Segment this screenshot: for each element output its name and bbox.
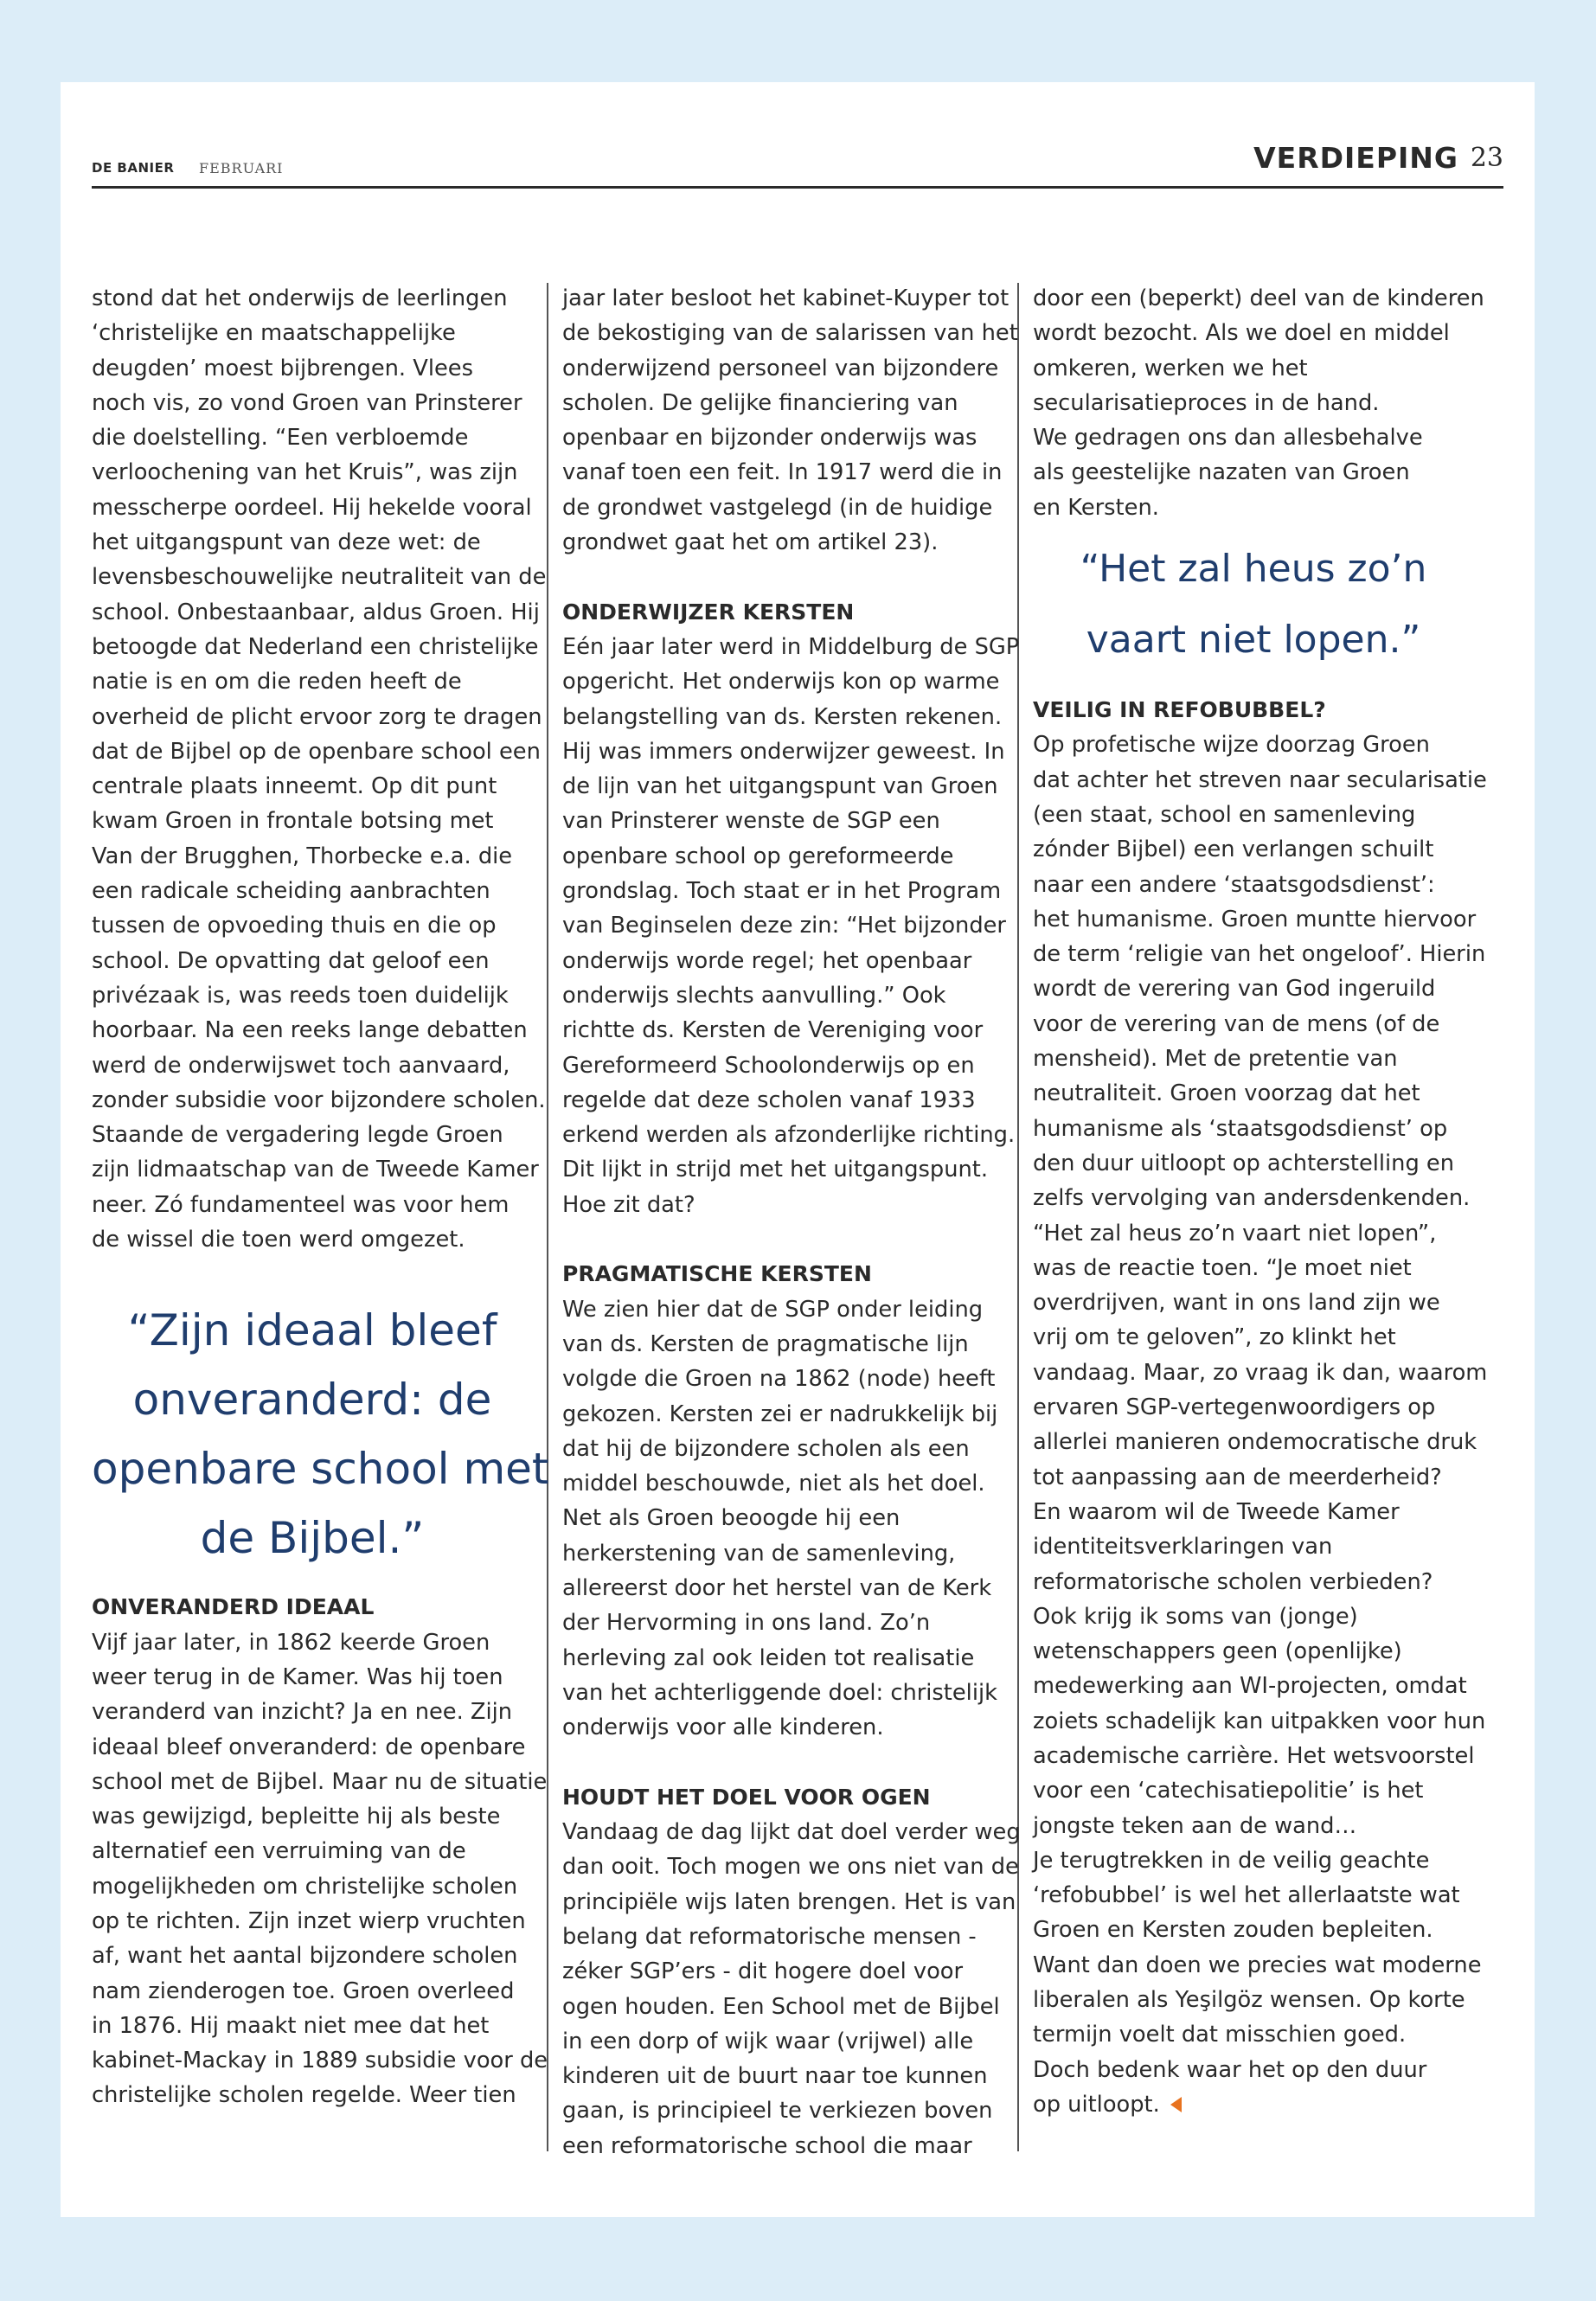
text-line: centrale plaats inneemt. Op dit punt	[92, 773, 497, 800]
text-line: voor een ‘catechisatiepolitie’ is het	[1033, 1778, 1424, 1804]
text-line: op te richten. Zijn inzet wierp vruchten	[92, 1907, 526, 1934]
body-text	[1033, 727, 1491, 2087]
text-line: kabinet-Mackay in 1889 subsidie voor de	[92, 2048, 548, 2074]
text-line: reformatorische scholen verbieden?	[1033, 1568, 1433, 1595]
text-line: de Bijbel.”	[200, 1513, 425, 1564]
text-line: natie is en om die reden heeft de	[92, 669, 462, 695]
text-line: openbare school op gereformeerde	[562, 843, 954, 869]
text-line: openbaar en bijzonder onderwijs was	[562, 425, 977, 452]
text-line: richtte ds. Kersten de Vereniging voor	[562, 1017, 984, 1044]
text-line: jongste teken aan de wand…	[1033, 1812, 1357, 1839]
body-text	[1033, 281, 1491, 525]
pull-quote	[92, 1296, 549, 1573]
subheading: HOUDT HET DOEL VOOR OGEN	[562, 1784, 931, 1810]
end-marker-icon	[1170, 2097, 1182, 2112]
column-3	[1033, 281, 1491, 2122]
text-line: zelfs vervolging van andersdenkenden.	[1033, 1185, 1471, 1212]
text-line: wordt bezocht. Als we doel en middel	[1033, 320, 1450, 347]
text-line: “Het zal heus zo’n vaart niet lopen”,	[1033, 1220, 1437, 1247]
text-line: onderwijs worde regel; het openbaar	[562, 947, 972, 974]
text-line: het humanisme. Groen muntte hiervoor	[1033, 906, 1477, 933]
text-line: Gereformeerd Schoolonderwijs op en	[562, 1052, 975, 1079]
text-line: school met de Bijbel. Maar nu de situatie	[92, 1768, 548, 1795]
text-line: den duur uitloopt op achterstelling en	[1033, 1150, 1455, 1176]
text-line: zijn lidmaatschap van de Tweede Kamer	[92, 1157, 539, 1183]
text-line: tussen de opvoeding thuis en die op	[92, 913, 497, 939]
text-line: onderwijzend personeel van bijzondere	[562, 355, 999, 381]
text-line: erkend werden als afzonderlijke richting.	[562, 1122, 1016, 1149]
body-text	[92, 281, 550, 1257]
text-line: secularisatieproces in de hand.	[1033, 389, 1380, 416]
text-line: christelijke scholen regelde. Weer tien	[92, 2082, 516, 2109]
text-line: school. De opvatting dat geloof een	[92, 947, 490, 974]
text-line: ‘christelijke en maatschappelijke	[92, 320, 456, 347]
text-line: identiteitsverklaringen van	[1033, 1534, 1333, 1561]
body-text	[92, 1625, 550, 2113]
text-line: principiële wijs laten brengen. Het is van	[562, 1888, 1016, 1915]
text-line: was gewijzigd, bepleitte hij als beste	[92, 1804, 501, 1830]
text-line: dat hij de bijzondere scholen als een	[562, 1435, 970, 1462]
text-line: de wissel die toen werd omgezet.	[92, 1227, 465, 1253]
text-line: (een staat, school en samenleving	[1033, 801, 1416, 828]
text-line: dan ooit. Toch mogen we ons niet van de	[562, 1854, 1019, 1881]
text-line: stond dat het onderwijs de leerlingen	[92, 285, 508, 311]
text-line: als geestelijke nazaten van Groen	[1033, 459, 1410, 486]
text-line: werd de onderwijswet toch aanvaard,	[92, 1052, 510, 1079]
text-line: vaart niet lopen.”	[1086, 618, 1421, 663]
text-line: en Kersten.	[1033, 494, 1159, 521]
text-line: weer terug in de Kamer. Was hij toen	[92, 1663, 503, 1690]
text-line: volgde die Groen na 1862 (node) heeft	[562, 1366, 996, 1393]
text-line: was de reactie toen. “Je moet niet	[1033, 1254, 1412, 1281]
text-line: Je terugtrekken in de veilig geachte	[1033, 1847, 1430, 1874]
text-line: verloochening van het Kruis”, was zijn	[92, 459, 518, 486]
text-line: noch vis, zo vond Groen van Prinsterer	[92, 389, 522, 416]
text-line: En waarom wil de Tweede Kamer	[1033, 1498, 1400, 1525]
text-line: Want dan doen we precies wat moderne	[1033, 1952, 1482, 1978]
pull-quote	[1033, 534, 1474, 676]
subheading: PRAGMATISCHE KERSTEN	[562, 1261, 872, 1287]
text-line: Van der Brugghen, Thorbecke e.a. die	[92, 843, 513, 869]
text-line: “Het zal heus zo’n	[1080, 547, 1427, 592]
text-line: jaar later besloot het kabinet-Kuyper tot	[562, 285, 1010, 311]
text-line: belangstelling van ds. Kersten rekenen.	[562, 703, 1003, 730]
text-line: middel beschouwde, niet als het doel.	[562, 1471, 985, 1497]
text-line: levensbeschouwelijke neutraliteit van de	[92, 564, 547, 591]
text-line: wetenschappers geen (openlijke)	[1033, 1638, 1402, 1665]
subheading: VEILIG IN REFOBUBBEL?	[1033, 697, 1326, 723]
text-line: regelde dat deze scholen vanaf 1933	[562, 1086, 976, 1113]
magazine-name: DE BANIER	[92, 160, 175, 176]
text-line: Ook krijg ik soms van (jonge)	[1033, 1603, 1358, 1630]
magazine-page	[61, 82, 1535, 2217]
text-line: tot aanpassing aan de meerderheid?	[1033, 1464, 1442, 1490]
text-line: mogelijkheden om christelijke scholen	[92, 1873, 518, 1900]
text-line: in 1876. Hij maakt niet mee dat het	[92, 2012, 490, 2039]
text-line: deugden’ moest bijbrengen. Vlees	[92, 355, 473, 381]
text-line: Op profetische wijze doorzag Groen	[1033, 732, 1430, 759]
text-line: herleving zal ook leiden tot realisatie	[562, 1644, 975, 1671]
text-line: dat achter het streven naar secularisatie	[1033, 766, 1487, 793]
text-line: de lijn van het uitgangspunt van Groen	[562, 773, 998, 800]
text-line: belang dat reformatorische mensen -	[562, 1923, 977, 1950]
text-line: messcherpe oordeel. Hij hekelde vooral	[92, 494, 532, 521]
text-line: naar een andere ‘staatsgodsdienst’:	[1033, 871, 1435, 898]
text-line: privézaak is, was reeds toen duidelijk	[92, 982, 509, 1009]
text-line: “Zijn ideaal bleef	[127, 1305, 497, 1356]
text-line: wordt de verering van God ingeruild	[1033, 976, 1436, 1003]
text-line: in een dorp of wijk waar (vrijwel) alle	[562, 2028, 974, 2054]
text-line: onderwijs voor alle kinderen.	[562, 1715, 884, 1741]
text-line: ideaal bleef onveranderd: de openbare	[92, 1734, 526, 1760]
text-line: liberalen als Yeşilgöz wensen. Op korte	[1033, 1987, 1465, 2014]
text-line: We gedragen ons dan allesbehalve	[1033, 425, 1423, 452]
text-line: af, want het aantal bijzondere scholen	[92, 1943, 518, 1970]
column-2	[562, 281, 1021, 2163]
text-line: Hij was immers onderwijzer geweest. In	[562, 738, 1005, 765]
text-line: gaan, is principieel te verkiezen boven	[562, 2098, 993, 2125]
text-line: neer. Zó fundamenteel was voor hem	[92, 1191, 510, 1218]
body-text	[562, 1815, 1021, 2163]
text-line: opgericht. Het onderwijs kon op warme	[562, 669, 1000, 695]
text-line: Eén jaar later werd in Middelburg de SGP	[562, 633, 1020, 660]
text-line: een reformatorische school die maar	[562, 2132, 972, 2159]
final-line-text: op uitloopt.	[1033, 2091, 1160, 2118]
text-line: van het achterliggende doel: christelijk	[562, 1679, 997, 1706]
text-line: ogen houden. Een School met de Bijbel	[562, 1993, 1000, 2020]
text-line: humanisme als ‘staatsgodsdienst’ op	[1033, 1115, 1448, 1142]
text-line: van Prinsterer wenste de SGP een	[562, 808, 940, 835]
text-line: veranderd van inzicht? Ja en nee. Zijn	[92, 1699, 513, 1726]
text-line: We zien hier dat de SGP onder leiding	[562, 1296, 984, 1323]
section-title: VERDIEPING	[1253, 141, 1458, 175]
text-line: het uitgangspunt van deze wet: de	[92, 529, 481, 556]
text-line: alternatief een verruiming van de	[92, 1838, 466, 1865]
text-line: door een (beperkt) deel van de kinderen	[1033, 285, 1484, 311]
text-line: onderwijs slechts aanvulling.” Ook	[562, 982, 946, 1009]
text-line: betoogde dat Nederland een christelijke	[92, 633, 539, 660]
text-line: Groen en Kersten zouden bepleiten.	[1033, 1917, 1433, 1944]
text-line: academische carrière. Het wetsvoorstel	[1033, 1742, 1475, 1769]
text-line: een radicale scheiding aanbrachten	[92, 878, 490, 905]
column-1	[92, 281, 550, 2113]
text-line: zonder subsidie voor bijzondere scholen.	[92, 1086, 546, 1113]
body-text	[562, 630, 1021, 1222]
text-line: ‘refobubbel’ is wel het allerlaatste wat	[1033, 1882, 1460, 1909]
text-line: overheid de plicht ervoor zorg te dragen	[92, 703, 542, 730]
text-line: der Hervorming in ons land. Zo’n	[562, 1610, 931, 1637]
text-line: Staande de vergadering legde Groen	[92, 1122, 503, 1149]
text-line: termijn voelt dat misschien goed.	[1033, 2022, 1407, 2048]
text-line: Hoe zit dat?	[562, 1191, 695, 1218]
body-text	[562, 281, 1021, 560]
text-line: van ds. Kersten de pragmatische lijn	[562, 1330, 969, 1357]
text-line: grondslag. Toch staat er in het Program	[562, 878, 1002, 905]
text-line: mensheid). Met de pretentie van	[1033, 1046, 1398, 1073]
text-line: Vandaag de dag lijkt dat doel verder weg	[562, 1819, 1021, 1846]
text-line: omkeren, werken we het	[1033, 355, 1308, 381]
text-line: de bekostiging van de salarissen van het	[562, 320, 1018, 347]
text-line: zéker SGP’ers - dit hogere doel voor	[562, 1958, 964, 1985]
text-line: van Beginselen deze zin: “Het bijzonder	[562, 913, 1006, 939]
text-line: de grondwet vastgelegd (in de huidige	[562, 494, 993, 521]
text-line: die doelstelling. “Een verbloemde	[92, 425, 469, 452]
text-line: ervaren SGP-vertegenwoordigers op	[1033, 1394, 1436, 1421]
text-line: openbare school met	[92, 1444, 549, 1495]
text-line: neutraliteit. Groen voorzag dat het	[1033, 1080, 1420, 1107]
text-line: grondwet gaat het om artikel 23).	[562, 529, 939, 556]
text-line: nam zienderogen toe. Groen overleed	[92, 1977, 515, 2004]
text-line: overdrijven, want in ons land zijn we	[1033, 1290, 1440, 1317]
text-line: kinderen uit de buurt naar toe kunnen	[562, 2063, 988, 2090]
text-line: allereerst door het herstel van de Kerk	[562, 1574, 992, 1601]
text-line: gekozen. Kersten zei er nadrukkelijk bij	[562, 1400, 998, 1427]
text-line: kwam Groen in frontale botsing met	[92, 808, 494, 835]
text-line: scholen. De gelijke financiering van	[562, 389, 958, 416]
text-line: onveranderd: de	[132, 1375, 492, 1426]
text-line: allerlei manieren ondemocratische druk	[1033, 1429, 1477, 1456]
text-line: school. Onbestaanbaar, aldus Groen. Hij	[92, 599, 540, 625]
text-line: de term ‘religie van het ongeloof’. Hierin	[1033, 941, 1486, 968]
text-line: Net als Groen beoogde hij een	[562, 1505, 901, 1532]
text-line: dat de Bijbel op de openbare school een	[92, 738, 541, 765]
text-line: vanaf toen een feit. In 1917 werd die in	[562, 459, 1003, 486]
subheading: ONDERWIJZER KERSTEN	[562, 599, 855, 625]
text-line: medewerking aan WI-projecten, omdat	[1033, 1673, 1467, 1700]
text-line: vandaag. Maar, zo vraag ik dan, waarom	[1033, 1359, 1488, 1386]
subheading: ONVERANDERD IDEAAL	[92, 1594, 375, 1620]
text-line: Doch bedenk waar het op den duur	[1033, 2056, 1427, 2083]
text-line: Dit lijkt in strijd met het uitgangspunt.	[562, 1157, 989, 1183]
text-line: hoorbaar. Na een reeks lange debatten	[92, 1017, 528, 1044]
issue-month: FEBRUARI	[199, 160, 284, 176]
text-line: voor de verering van de mens (of de	[1033, 1010, 1440, 1037]
body-text	[562, 1292, 1021, 1746]
text-line: herkerstening van de samenleving,	[562, 1540, 956, 1567]
page-header	[92, 143, 1503, 189]
final-line	[1033, 2087, 1491, 2122]
text-line: vrij om te geloven”, zo klinkt het	[1033, 1324, 1396, 1351]
text-line: Vijf jaar later, in 1862 keerde Groen	[92, 1629, 490, 1656]
text-line: zónder Bijbel) een verlangen schuilt	[1033, 836, 1434, 863]
page-number: 23	[1470, 143, 1503, 173]
text-line: zoiets schadelijk kan uitpakken voor hun	[1033, 1708, 1486, 1734]
